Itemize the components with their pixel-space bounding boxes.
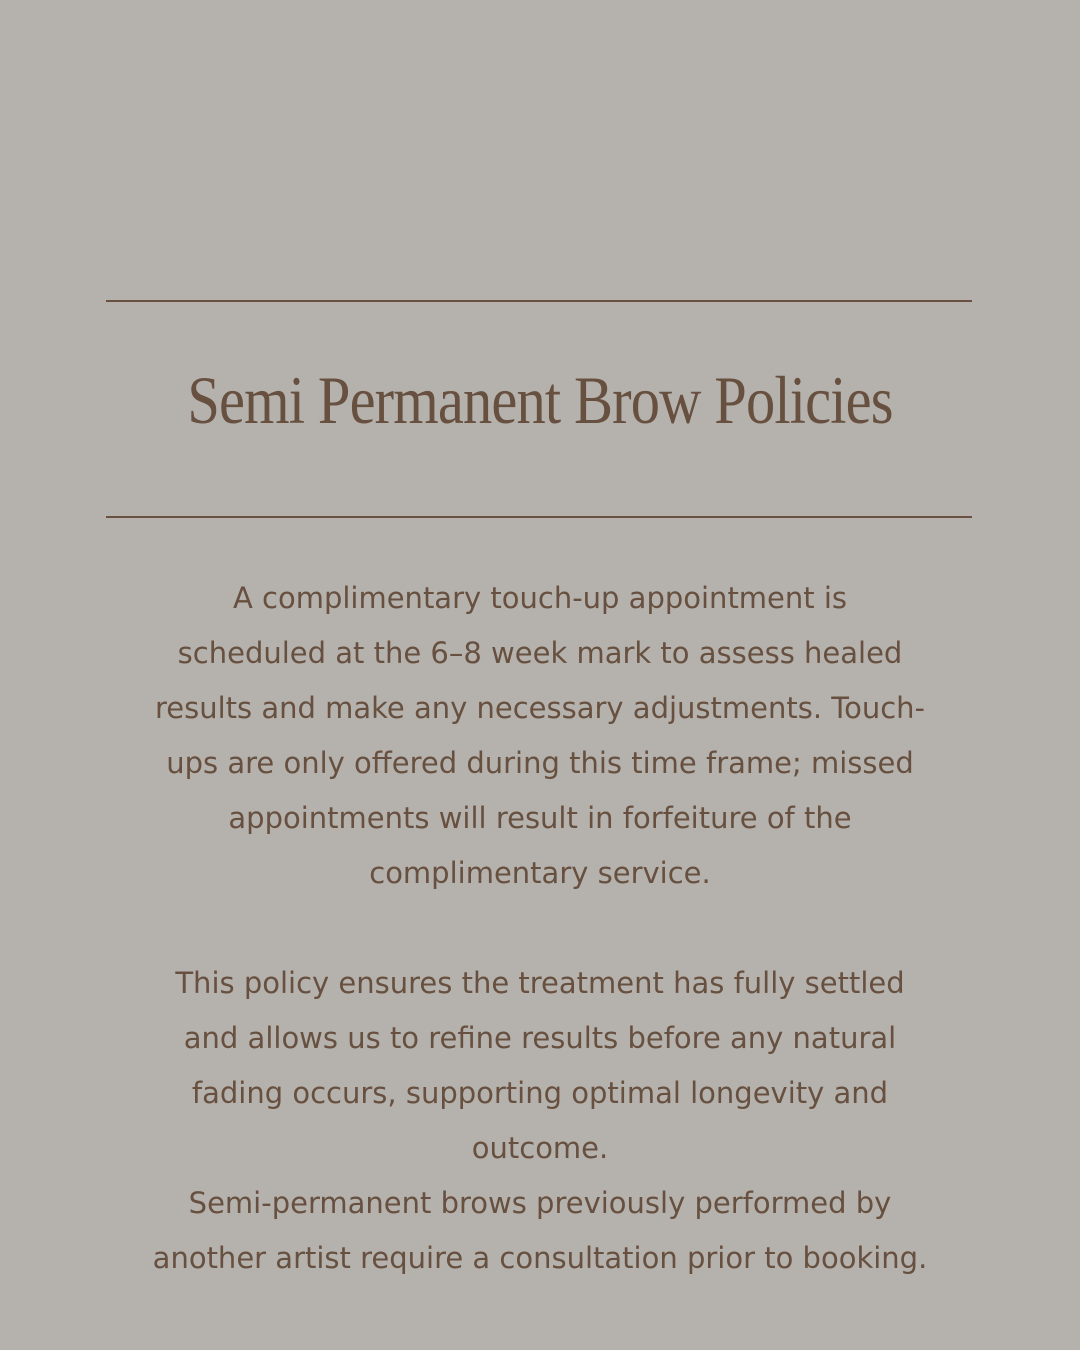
paragraph-line: appointments will result in forfeiture of the — [228, 801, 852, 835]
top-divider — [106, 300, 972, 302]
paragraph-line: another artist require a consultation prior to booking. — [152, 1241, 928, 1275]
touch-up-policy-paragraph — [130, 571, 950, 901]
paragraph-line: outcome. — [471, 1131, 609, 1165]
paragraph-line: and allows us to refine results before any natural — [183, 1021, 897, 1055]
paragraph-line: A complimentary touch-up appointment is — [232, 581, 848, 615]
page-title: Semi Permanent Brow Policies — [187, 362, 893, 438]
paragraph-line: scheduled at the 6–8 week mark to assess healed — [177, 636, 903, 670]
paragraph-line: Semi-permanent brows previously performed by — [188, 1186, 892, 1220]
paragraph-line: This policy ensures the treatment has fully settled — [175, 966, 905, 1000]
paragraph-line: fading occurs, supporting optimal longevity and — [191, 1076, 889, 1110]
consultation-requirement-paragraph — [130, 1176, 950, 1286]
paragraph-line: complimentary service. — [369, 856, 711, 890]
paragraph-line: results and make any necessary adjustments. Touch- — [154, 691, 925, 725]
bottom-divider — [106, 516, 972, 518]
policy-rationale-paragraph — [130, 956, 950, 1176]
paragraph-line: ups are only offered during this time frame; missed — [166, 746, 914, 780]
